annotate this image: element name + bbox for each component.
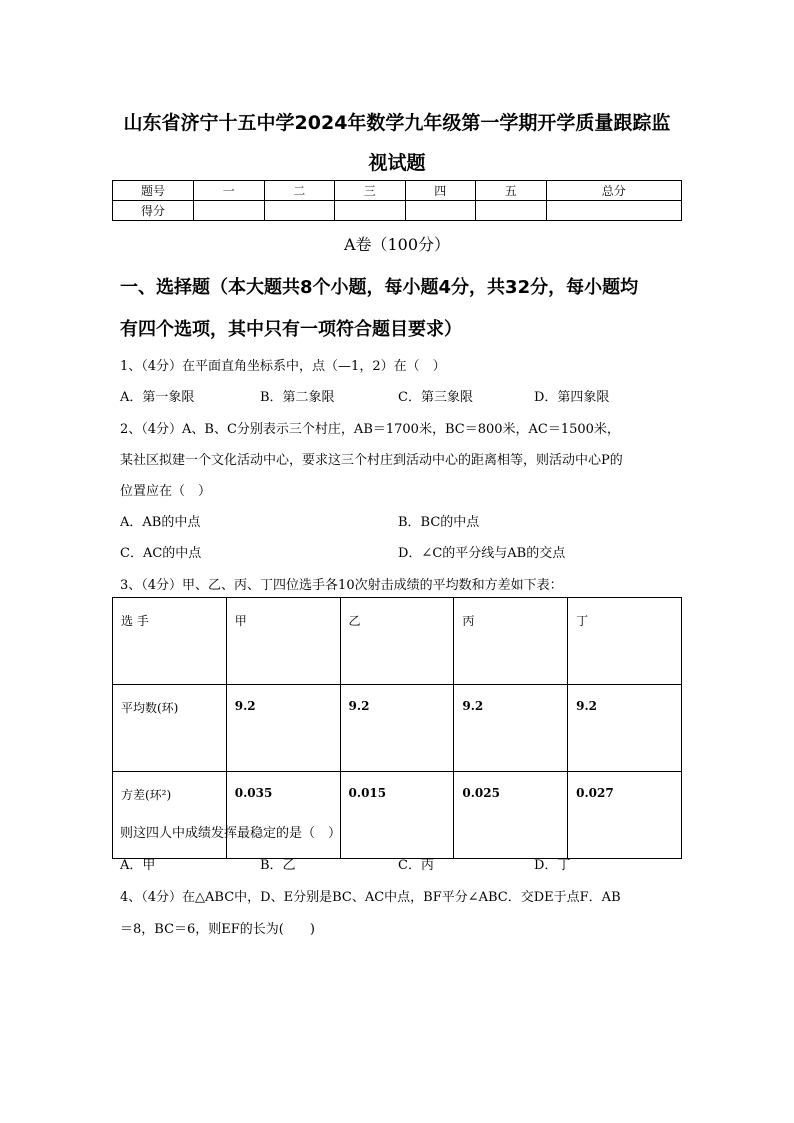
section-heading-line-2: 有四个选项，其中只有一项符合题目要求） [120, 319, 462, 340]
paper-a-heading: A卷（100分） [343, 235, 451, 254]
table-cell: 选 手 [113, 598, 227, 685]
table-cell [194, 201, 265, 221]
table-cell: 0.035 [226, 772, 340, 859]
table-row [113, 181, 682, 201]
option: C．AC的中点 [120, 546, 202, 561]
table-cell: 乙 [340, 598, 454, 685]
score-table [112, 180, 682, 221]
option: D．丁 [534, 858, 571, 873]
q2-line-1: 2、（4分）A、B、C分别表示三个村庄，AB＝1700米，BC＝800米，AC＝1500米， [120, 422, 620, 437]
table-cell: 0.027 [568, 772, 682, 859]
table-cell: 9.2 [568, 685, 682, 772]
table-cell [335, 201, 406, 221]
table-cell: 丙 [454, 598, 568, 685]
option: C．第三象限 [398, 390, 473, 405]
option: B．第二象限 [260, 390, 335, 405]
table-cell: 方差(环²) [113, 772, 227, 859]
q2-line-2: 某社区拟建一个文化活动中心，要求这三个村庄到活动中心的距离相等，则活动中心P的 [120, 453, 623, 468]
table-cell: 9.2 [454, 685, 568, 772]
table-cell: 0.025 [454, 772, 568, 859]
table-cell: 0.015 [340, 772, 454, 859]
q1-stem: 1、（4分）在平面直角坐标系中，点（—1，2）在（ ） [120, 359, 446, 374]
option: A．甲 [120, 858, 156, 873]
option: D．∠C的平分线与AB的交点 [398, 546, 566, 561]
title-line-1: 山东省济宁十五中学2024年数学九年级第一学期开学质量跟踪监 [123, 112, 671, 134]
table-cell: 一 [194, 181, 265, 201]
table-cell [405, 201, 476, 221]
q3-options [120, 854, 680, 873]
section-heading-line-1: 一、选择题（本大题共8个小题，每小题4分，共32分，每小题均 [120, 277, 639, 298]
table-cell: 丁 [568, 598, 682, 685]
table-cell: 9.2 [340, 685, 454, 772]
option: B．BC的中点 [398, 515, 480, 530]
table-row [113, 772, 682, 859]
option: B．乙 [260, 858, 296, 873]
q3-stem: 3、（4分）甲、乙、丙、丁四位选手各10次射击成绩的平均数和方差如下表： [120, 578, 563, 593]
table-row [113, 201, 682, 221]
option: C．丙 [398, 858, 434, 873]
option: A．第一象限 [120, 390, 195, 405]
table-cell: 9.2 [226, 685, 340, 772]
table-cell: 总分 [546, 181, 682, 201]
table-cell [476, 201, 547, 221]
q2-line-3: 位置应在（ ） [120, 484, 212, 499]
q1-options [120, 386, 680, 405]
option: D．第四象限 [534, 390, 610, 405]
table-cell: 得分 [113, 201, 194, 221]
table-cell: 二 [264, 181, 335, 201]
option: A．AB的中点 [120, 515, 201, 530]
table-cell [546, 201, 682, 221]
table-cell [264, 201, 335, 221]
q3-question: 则这四人中成绩发挥最稳定的是（ ） [120, 826, 342, 841]
table-cell: 五 [476, 181, 547, 201]
table-cell: 题号 [113, 181, 194, 201]
table-row [113, 598, 682, 685]
table-cell: 四 [405, 181, 476, 201]
table-cell: 甲 [226, 598, 340, 685]
q4-line-2: ＝8，BC＝6，则EF的长为( ) [120, 922, 315, 937]
table-row [113, 685, 682, 772]
table-cell: 三 [335, 181, 406, 201]
title-line-2: 视试题 [368, 152, 426, 174]
stats-table [112, 597, 682, 859]
table-cell: 平均数(环) [113, 685, 227, 772]
q4-line-1: 4、（4分）在△ABC中，D、E分别是BC、AC中点，BF平分∠ABC．交DE于点F．AB [120, 890, 621, 905]
